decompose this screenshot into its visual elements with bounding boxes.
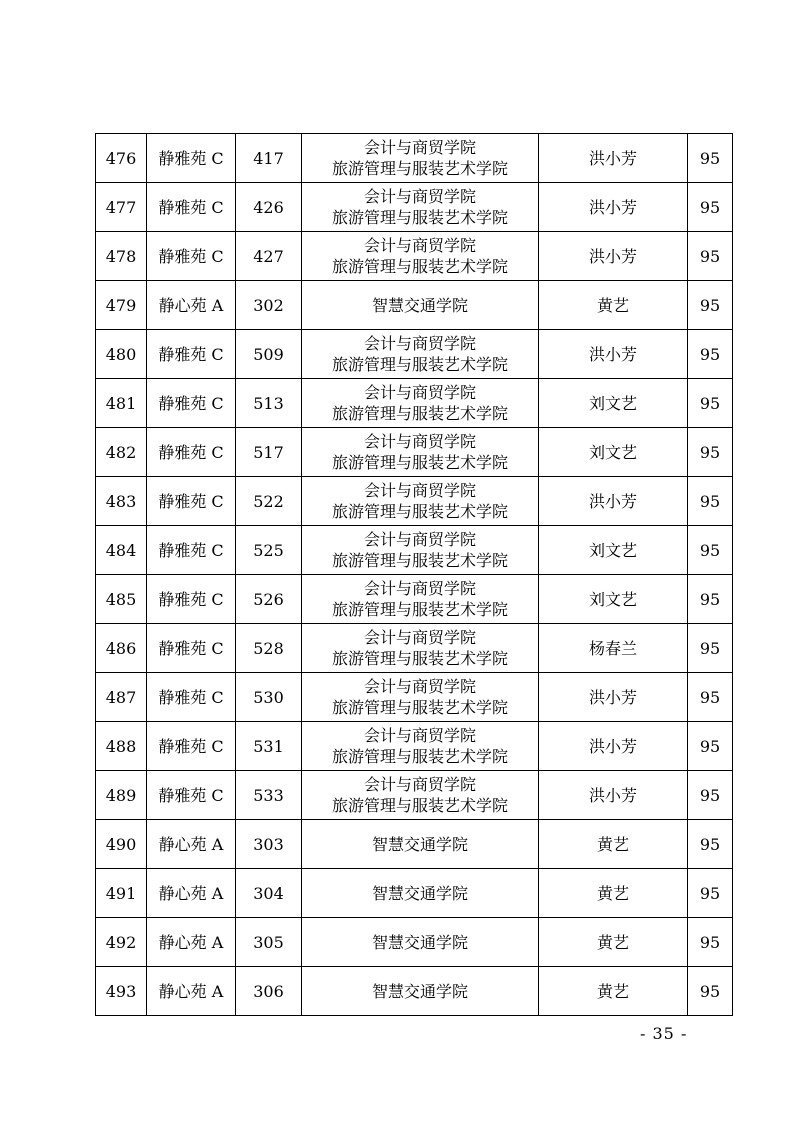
cell-building: 静心苑 A — [147, 281, 236, 330]
cell-college — [302, 918, 539, 967]
college-line: 旅游管理与服装艺术学院 — [331, 551, 508, 570]
cell-score: 95 — [688, 134, 733, 183]
table-row — [96, 771, 733, 820]
college-line: 智慧交通学院 — [371, 295, 468, 315]
cell-no: 493 — [96, 967, 147, 1016]
page-number: - 35 - — [640, 1024, 688, 1043]
cell-college — [302, 722, 539, 771]
cell-building: 静雅苑 C — [147, 330, 236, 379]
cell-person: 洪小芳 — [539, 477, 688, 526]
cell-score: 95 — [688, 281, 733, 330]
cell-no: 476 — [96, 134, 147, 183]
cell-room: 417 — [236, 134, 302, 183]
cell-no: 487 — [96, 673, 147, 722]
cell-college — [302, 379, 539, 428]
cell-person: 杨春兰 — [539, 624, 688, 673]
cell-person: 刘文艺 — [539, 379, 688, 428]
cell-score: 95 — [688, 967, 733, 1016]
cell-score: 95 — [688, 183, 733, 232]
cell-college — [302, 281, 539, 330]
college-line: 会计与商贸学院 — [363, 138, 476, 157]
cell-score: 95 — [688, 673, 733, 722]
cell-no: 484 — [96, 526, 147, 575]
cell-person: 洪小芳 — [539, 232, 688, 281]
cell-building: 静雅苑 C — [147, 134, 236, 183]
cell-person: 黄艺 — [539, 918, 688, 967]
college-line: 智慧交通学院 — [371, 883, 468, 903]
college-line: 智慧交通学院 — [371, 981, 468, 1001]
table-row — [96, 869, 733, 918]
cell-room: 302 — [236, 281, 302, 330]
cell-person: 黄艺 — [539, 869, 688, 918]
college-line: 智慧交通学院 — [371, 932, 468, 952]
cell-college — [302, 526, 539, 575]
college-line: 会计与商贸学院 — [363, 432, 476, 451]
cell-building: 静雅苑 C — [147, 771, 236, 820]
cell-person: 洪小芳 — [539, 722, 688, 771]
cell-building: 静雅苑 C — [147, 183, 236, 232]
college-line: 会计与商贸学院 — [363, 579, 476, 598]
cell-score: 95 — [688, 820, 733, 869]
cell-building: 静雅苑 C — [147, 428, 236, 477]
cell-person: 刘文艺 — [539, 526, 688, 575]
cell-room: 427 — [236, 232, 302, 281]
college-line: 旅游管理与服装艺术学院 — [331, 796, 508, 815]
cell-college — [302, 232, 539, 281]
cell-building: 静心苑 A — [147, 967, 236, 1016]
cell-room: 304 — [236, 869, 302, 918]
table-row — [96, 820, 733, 869]
cell-college — [302, 183, 539, 232]
table-row — [96, 281, 733, 330]
table-row — [96, 183, 733, 232]
cell-room: 426 — [236, 183, 302, 232]
cell-room: 517 — [236, 428, 302, 477]
cell-person: 刘文艺 — [539, 575, 688, 624]
cell-room: 522 — [236, 477, 302, 526]
college-line: 旅游管理与服装艺术学院 — [331, 208, 508, 227]
college-line: 会计与商贸学院 — [363, 530, 476, 549]
cell-college — [302, 673, 539, 722]
cell-no: 485 — [96, 575, 147, 624]
table-row — [96, 918, 733, 967]
cell-score: 95 — [688, 379, 733, 428]
cell-no: 488 — [96, 722, 147, 771]
cell-no: 482 — [96, 428, 147, 477]
cell-room: 306 — [236, 967, 302, 1016]
cell-score: 95 — [688, 526, 733, 575]
cell-college — [302, 134, 539, 183]
cell-person: 黄艺 — [539, 281, 688, 330]
cell-college — [302, 330, 539, 379]
college-line: 旅游管理与服装艺术学院 — [331, 159, 508, 178]
table-row — [96, 428, 733, 477]
cell-score: 95 — [688, 722, 733, 771]
table-row — [96, 722, 733, 771]
cell-person: 黄艺 — [539, 967, 688, 1016]
cell-college — [302, 820, 539, 869]
table-row — [96, 232, 733, 281]
cell-score: 95 — [688, 428, 733, 477]
dormitory-score-table — [95, 133, 733, 1016]
cell-building: 静雅苑 C — [147, 232, 236, 281]
table-row — [96, 330, 733, 379]
college-line: 会计与商贸学院 — [363, 187, 476, 206]
cell-college — [302, 575, 539, 624]
cell-no: 489 — [96, 771, 147, 820]
cell-person: 洪小芳 — [539, 771, 688, 820]
cell-room: 509 — [236, 330, 302, 379]
cell-room: 533 — [236, 771, 302, 820]
cell-score: 95 — [688, 624, 733, 673]
college-line: 旅游管理与服装艺术学院 — [331, 453, 508, 472]
cell-room: 530 — [236, 673, 302, 722]
college-line: 会计与商贸学院 — [363, 481, 476, 500]
cell-building: 静雅苑 C — [147, 673, 236, 722]
cell-person: 洪小芳 — [539, 183, 688, 232]
cell-score: 95 — [688, 869, 733, 918]
cell-score: 95 — [688, 330, 733, 379]
cell-no: 486 — [96, 624, 147, 673]
cell-building: 静心苑 A — [147, 869, 236, 918]
cell-building: 静雅苑 C — [147, 379, 236, 428]
table-row — [96, 673, 733, 722]
cell-score: 95 — [688, 575, 733, 624]
cell-no: 478 — [96, 232, 147, 281]
table-row — [96, 379, 733, 428]
college-line: 旅游管理与服装艺术学院 — [331, 404, 508, 423]
college-line: 会计与商贸学院 — [363, 334, 476, 353]
cell-college — [302, 624, 539, 673]
cell-no: 483 — [96, 477, 147, 526]
cell-score: 95 — [688, 232, 733, 281]
college-line: 会计与商贸学院 — [363, 236, 476, 255]
cell-room: 531 — [236, 722, 302, 771]
table-row — [96, 526, 733, 575]
cell-college — [302, 428, 539, 477]
college-line: 旅游管理与服装艺术学院 — [331, 355, 508, 374]
cell-room: 526 — [236, 575, 302, 624]
table-row — [96, 967, 733, 1016]
college-line: 旅游管理与服装艺术学院 — [331, 502, 508, 521]
cell-building: 静心苑 A — [147, 918, 236, 967]
table-row — [96, 477, 733, 526]
cell-college — [302, 771, 539, 820]
cell-room: 525 — [236, 526, 302, 575]
cell-building: 静雅苑 C — [147, 575, 236, 624]
table-row — [96, 575, 733, 624]
cell-person: 洪小芳 — [539, 134, 688, 183]
college-line: 会计与商贸学院 — [363, 383, 476, 402]
cell-no: 479 — [96, 281, 147, 330]
college-line: 智慧交通学院 — [371, 834, 468, 854]
cell-room: 303 — [236, 820, 302, 869]
cell-person: 洪小芳 — [539, 673, 688, 722]
cell-no: 477 — [96, 183, 147, 232]
cell-no: 492 — [96, 918, 147, 967]
table-row — [96, 624, 733, 673]
cell-building: 静雅苑 C — [147, 526, 236, 575]
cell-room: 305 — [236, 918, 302, 967]
college-line: 旅游管理与服装艺术学院 — [331, 747, 508, 766]
cell-room: 528 — [236, 624, 302, 673]
table-row — [96, 134, 733, 183]
cell-no: 490 — [96, 820, 147, 869]
college-line: 旅游管理与服装艺术学院 — [331, 600, 508, 619]
college-line: 旅游管理与服装艺术学院 — [331, 698, 508, 717]
cell-building: 静雅苑 C — [147, 722, 236, 771]
cell-person: 刘文艺 — [539, 428, 688, 477]
college-line: 会计与商贸学院 — [363, 726, 476, 745]
college-line: 会计与商贸学院 — [363, 677, 476, 696]
cell-no: 491 — [96, 869, 147, 918]
cell-college — [302, 477, 539, 526]
cell-college — [302, 869, 539, 918]
college-line: 旅游管理与服装艺术学院 — [331, 257, 508, 276]
college-line: 会计与商贸学院 — [363, 775, 476, 794]
cell-score: 95 — [688, 918, 733, 967]
cell-room: 513 — [236, 379, 302, 428]
college-line: 旅游管理与服装艺术学院 — [331, 649, 508, 668]
cell-person: 黄艺 — [539, 820, 688, 869]
cell-building: 静雅苑 C — [147, 624, 236, 673]
cell-college — [302, 967, 539, 1016]
table-body — [96, 134, 733, 1016]
cell-no: 481 — [96, 379, 147, 428]
cell-building: 静雅苑 C — [147, 477, 236, 526]
cell-score: 95 — [688, 771, 733, 820]
cell-building: 静心苑 A — [147, 820, 236, 869]
cell-person: 洪小芳 — [539, 330, 688, 379]
cell-score: 95 — [688, 477, 733, 526]
cell-no: 480 — [96, 330, 147, 379]
college-line: 会计与商贸学院 — [363, 628, 476, 647]
